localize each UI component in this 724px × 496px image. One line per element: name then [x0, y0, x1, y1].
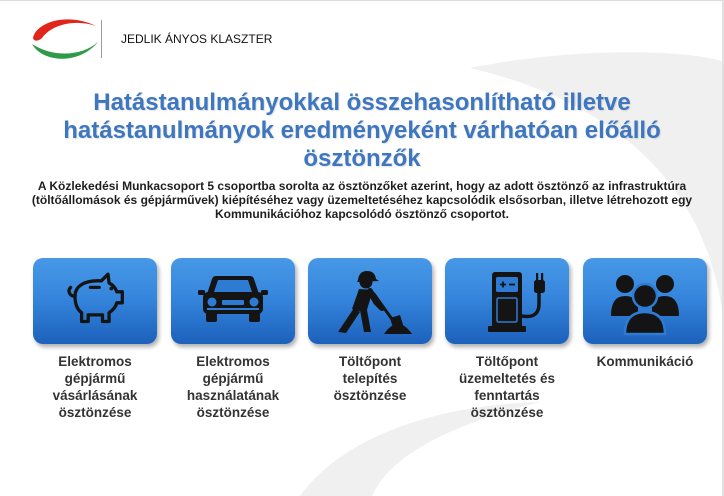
tile-vehicle-usage: [171, 258, 295, 344]
label-vehicle-usage: Elektromos gépjármű használatának ösztönzése: [186, 354, 280, 420]
worker-hard-hat: [357, 271, 379, 282]
tile-communication: [583, 258, 707, 344]
person-left-head: [616, 275, 634, 293]
worker-arm: [370, 291, 382, 308]
logo-green-swoosh: [32, 42, 98, 59]
label-charger-installation: Töltőpont telepítés ösztönzése: [333, 354, 407, 403]
worker-back-leg: [338, 308, 360, 333]
person-right-head: [656, 275, 674, 293]
car-windshield: [214, 280, 252, 292]
piggy-bank-eye: [109, 287, 113, 291]
tile-vehicle-purchase: [33, 258, 157, 344]
worker-front-leg: [360, 310, 371, 332]
person-center-body: [625, 312, 665, 334]
label-communication: Kommunikáció: [596, 354, 694, 369]
car-bumper-line: [207, 308, 259, 310]
header-separator: [101, 20, 102, 58]
jedlik-anyos-klaszter-logo: [28, 12, 100, 64]
tile-charger-operation: [445, 258, 569, 344]
car-icon: [171, 258, 295, 344]
tile-charger-installation: [308, 258, 432, 344]
plug-body: [534, 280, 545, 293]
dirt-mound: [384, 324, 412, 334]
person-center-head: [633, 284, 657, 308]
logo-red-swoosh: [33, 19, 96, 40]
piggy-bank-body: [75, 274, 122, 321]
car-mirror-right: [261, 290, 268, 295]
slide-intro-text: A Közlekedési Munkacsoport 5 csoportba sorolta az ösztönzőket azerint, hogy az adott ösztönző az infrastruktúra (töltőállomások és gépjárművek) kiépítéséhez vagy üzemeltetéséhez kapcsolódik elsősorban, illetve létrehozott egy Kommunikációhoz kapcsolódó ösztönző csoportot.: [31, 179, 693, 221]
station-base: [488, 326, 526, 332]
plug-prong-left: [536, 273, 538, 281]
car-grille: [222, 300, 244, 305]
construction-worker-icon: [308, 258, 432, 344]
piggy-bank-icon: [33, 258, 157, 344]
charging-station-icon: [445, 258, 569, 344]
car-wheel-right: [249, 312, 260, 322]
label-vehicle-purchase: Elektromos gépjármű vásárlásának ösztönzése: [52, 354, 138, 420]
car-wheel-left: [206, 312, 217, 322]
people-group-icon: [583, 258, 707, 344]
charging-cable: [522, 292, 539, 317]
organization-name: JEDLIK ÁNYOS KLASZTER: [121, 32, 273, 46]
car-mirror-left: [198, 290, 205, 295]
piggy-bank-shape: [69, 274, 122, 321]
plug-prong-right: [541, 273, 543, 281]
label-charger-operation: Töltőpont üzemeltetés és fenntartás ösztönzése: [458, 354, 556, 420]
car-headlight-right: [250, 298, 259, 307]
car-headlight-left: [208, 298, 217, 307]
slide-title: Hatástanulmányokkal összehasonlítható illetve hatástanulmányok eredményeként várhatóan előálló ösztönzők: [63, 89, 661, 172]
